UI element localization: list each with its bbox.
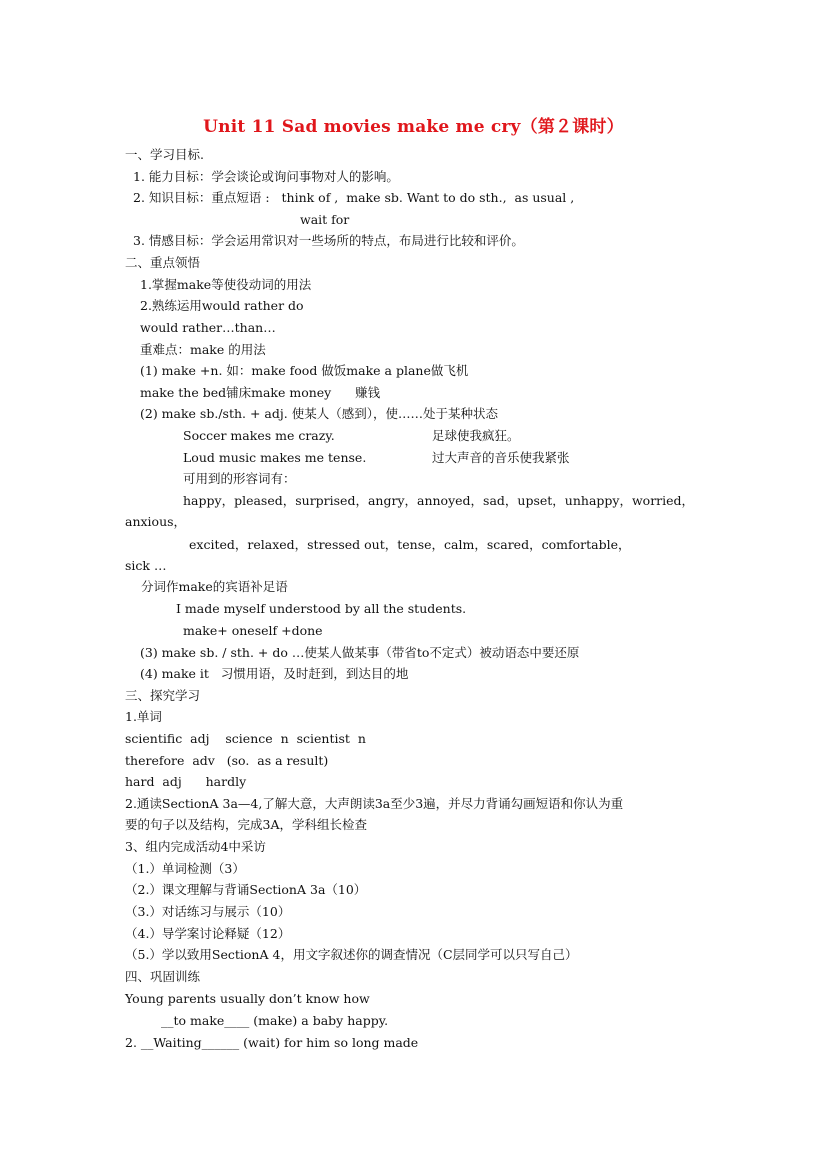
- reading-task-cont: 要的句子以及结构，完成3A，学科组长检查: [125, 817, 367, 832]
- vocab-heading: 1.单词: [125, 709, 162, 724]
- vocab-line-1: scientific adj science n scientist n: [125, 731, 366, 746]
- adjectives-line-1: happy，pleased，surprised，angry，annoyed，sad，upset，unhappy，worried，: [183, 493, 695, 508]
- example-en-1: Soccer makes me crazy.: [183, 428, 335, 443]
- exercise-1-cont: __to make____ (make) a baby happy.: [161, 1013, 389, 1028]
- usage-4: (4) make it 习惯用语，及时赶到，到达目的地: [140, 666, 409, 681]
- vocab-line-3: hard adj hardly: [125, 774, 247, 789]
- section-heading-practice: 四、巩固训练: [125, 969, 201, 984]
- usage-2: (2) make sb./sth. + adj. 使某人（感到），使……处于某种状态: [140, 406, 498, 421]
- page-title: Unit 11 Sad movies make me cry（第２课时）: [203, 117, 624, 137]
- section-heading-objectives: 一、学习目标.: [125, 147, 204, 162]
- step-4: （4.）导学案讨论释疑（12）: [125, 926, 291, 941]
- adjectives-label: 可用到的形容词有：: [183, 471, 296, 486]
- usage-3: (3) make sb. / sth. + do …使某人做某事（带省to不定式）被动语态中要还原: [140, 645, 580, 660]
- example-zh-2: 过大声音的音乐使我紧张: [432, 450, 570, 465]
- adjectives-line-1-cont: anxious，: [125, 514, 187, 529]
- objective-2-cont: wait for: [300, 212, 350, 227]
- key-point-2-cont: would rather…than…: [140, 320, 276, 335]
- step-5: （5.）学以致用SectionA 4，用文字叙述你的调查情况（C层同学可以只写自己）: [125, 947, 578, 962]
- group-interview: 3、组内完成活动4中采访: [125, 839, 266, 854]
- objective-1: 1. 能力目标：学会谈论或询问事物对人的影响。: [133, 169, 399, 184]
- section-heading-key-points: 二、重点领悟: [125, 255, 201, 270]
- participle-example: I made myself understood by all the students.: [176, 601, 467, 616]
- objective-3: 3. 情感目标：学会运用常识对一些场所的特点，布局进行比较和评价。: [133, 233, 524, 248]
- step-2: （2.）课文理解与背诵SectionA 3a（10）: [125, 882, 367, 897]
- exercise-2: 2. __Waiting______ (wait) for him so long made: [125, 1035, 419, 1050]
- adjectives-line-2: excited，relaxed，stressed out，tense，calm，scared，comfortable，: [189, 537, 631, 552]
- key-difficulty: 重难点：make 的用法: [140, 342, 266, 357]
- objective-2: 2. 知识目标：重点短语 : think of , make sb. Want to do sth., as usual ,: [133, 190, 575, 205]
- participle-pattern: make+ oneself +done: [183, 623, 323, 638]
- step-1: （1.）单词检测（3）: [125, 861, 245, 876]
- adjectives-line-2-cont: sick …: [125, 558, 167, 573]
- usage-1-cont: make the bed铺床make money 赚钱: [140, 385, 381, 400]
- reading-task: 2.通读SectionA 3a—4,了解大意，大声朗读3a至少3遍，并尽力背诵勾画短语和你认为重: [125, 796, 624, 811]
- vocab-line-2: therefore adv (so. as a result): [125, 753, 329, 768]
- key-point-2: 2.熟练运用would rather do: [140, 298, 304, 313]
- example-en-2: Loud music makes me tense.: [183, 450, 367, 465]
- participle-complement: 分词作make的宾语补足语: [141, 579, 288, 594]
- example-zh-1: 足球使我疯狂。: [432, 428, 520, 443]
- section-heading-inquiry: 三、探究学习: [125, 688, 201, 703]
- step-3: （3.）对话练习与展示（10）: [125, 904, 291, 919]
- key-point-1: 1.掌握make等使役动词的用法: [140, 277, 312, 292]
- exercise-1: Young parents usually don’t know how: [125, 991, 370, 1006]
- usage-1: (1) make +n. 如：make food 做饭make a plane做飞机: [140, 363, 469, 378]
